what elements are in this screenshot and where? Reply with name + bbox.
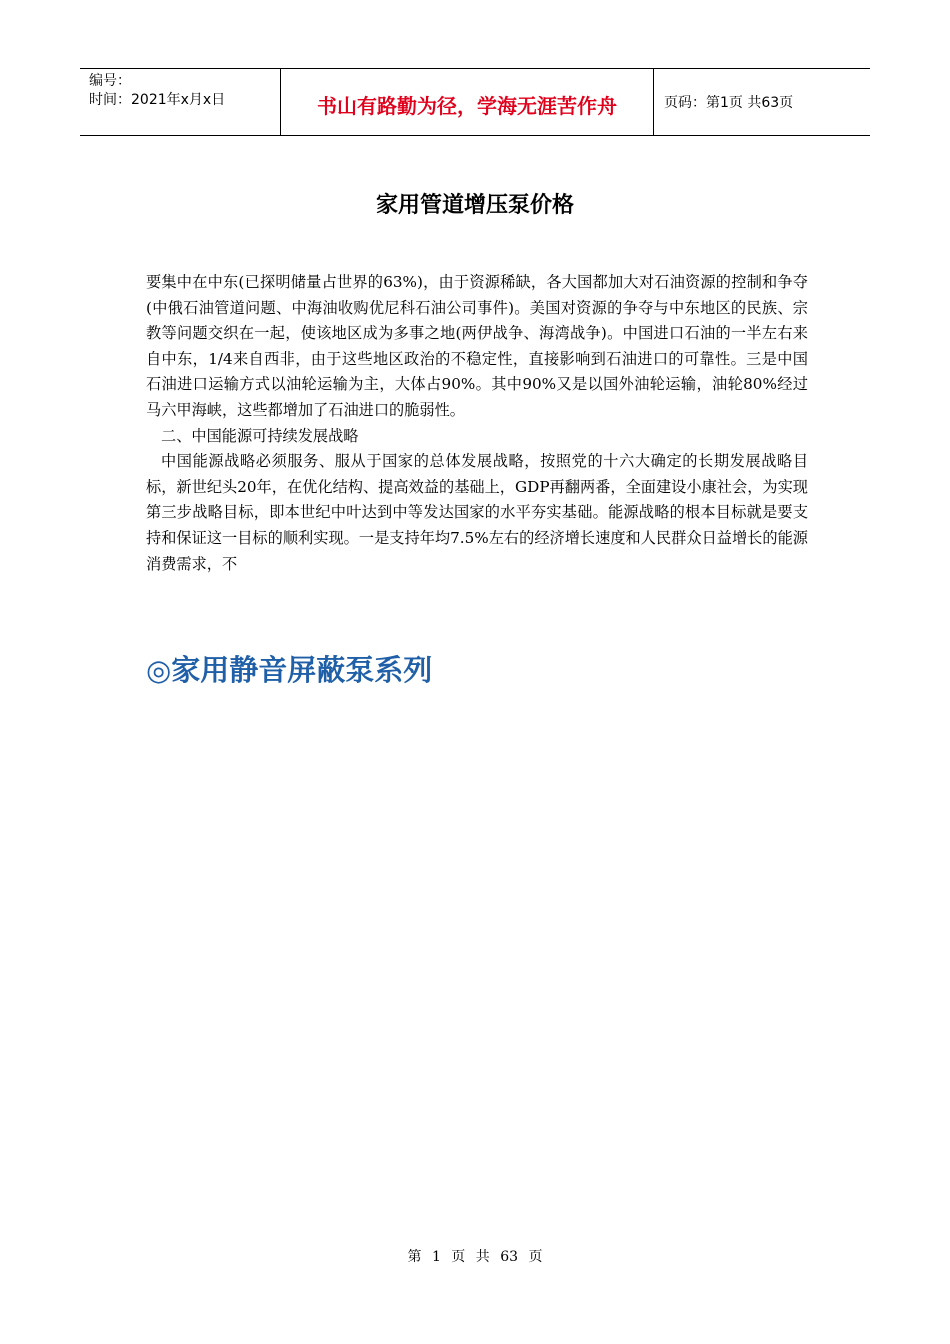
subheading: 二、中国能源可持续发展战略	[161, 426, 359, 445]
section-heading: ◎家用静音屏蔽泵系列	[146, 653, 433, 687]
header-page-info: 页码：第1页 共63页	[664, 95, 794, 111]
header-motto: 书山有路勤为径，学海无涯苦作舟	[281, 69, 654, 135]
page-footer: 第 1 页 共 63 页	[407, 1249, 543, 1265]
date-label: 时间：2021年x月x日	[89, 92, 226, 108]
body-text	[146, 270, 808, 577]
document-title: 家用管道增压泵价格	[375, 193, 574, 218]
header-meta	[80, 69, 281, 135]
paragraph: 要集中在中东(已探明储量占世界的63%)，由于资源稀缺，各大国都加大对石油资源的控制和争夺(中俄石油管道问题、中海油收购优尼科石油公司事件)。美国对资源的争夺与中东地区的民族、宗教等问题交织在一起，使该地区成为多事之地(两伊战争、海湾战争)。中国进口石油的一半左右来自中东，1/4来自西非，由于这些地区政治的不稳定性，直接影响到石油进口的可靠性。三是中国石油进口运输方式以油轮运输为主，大体占90%。其中90%又是以国外油轮运输，油轮80%经过马六甲海峡，这些都增加了石油进口的脆弱性。	[146, 273, 808, 419]
number-label: 编号：	[89, 73, 131, 89]
document-header	[80, 68, 870, 136]
paragraph: 中国能源战略必须服务、服从于国家的总体发展战略，按照党的十六大确定的长期发展战略目标，新世纪头20年，在优化结构、提高效益的基础上，GDP再翻两番，全面建设小康社会，为实现第三步战略目标，即本世纪中叶达到中等发达国家的水平夯实基础。能源战略的根本目标就是要支持和保证这一目标的顺利实现。一是支持年均7.5%左右的经济增长速度和人民群众日益增长的能源消费需求，不	[146, 452, 808, 573]
